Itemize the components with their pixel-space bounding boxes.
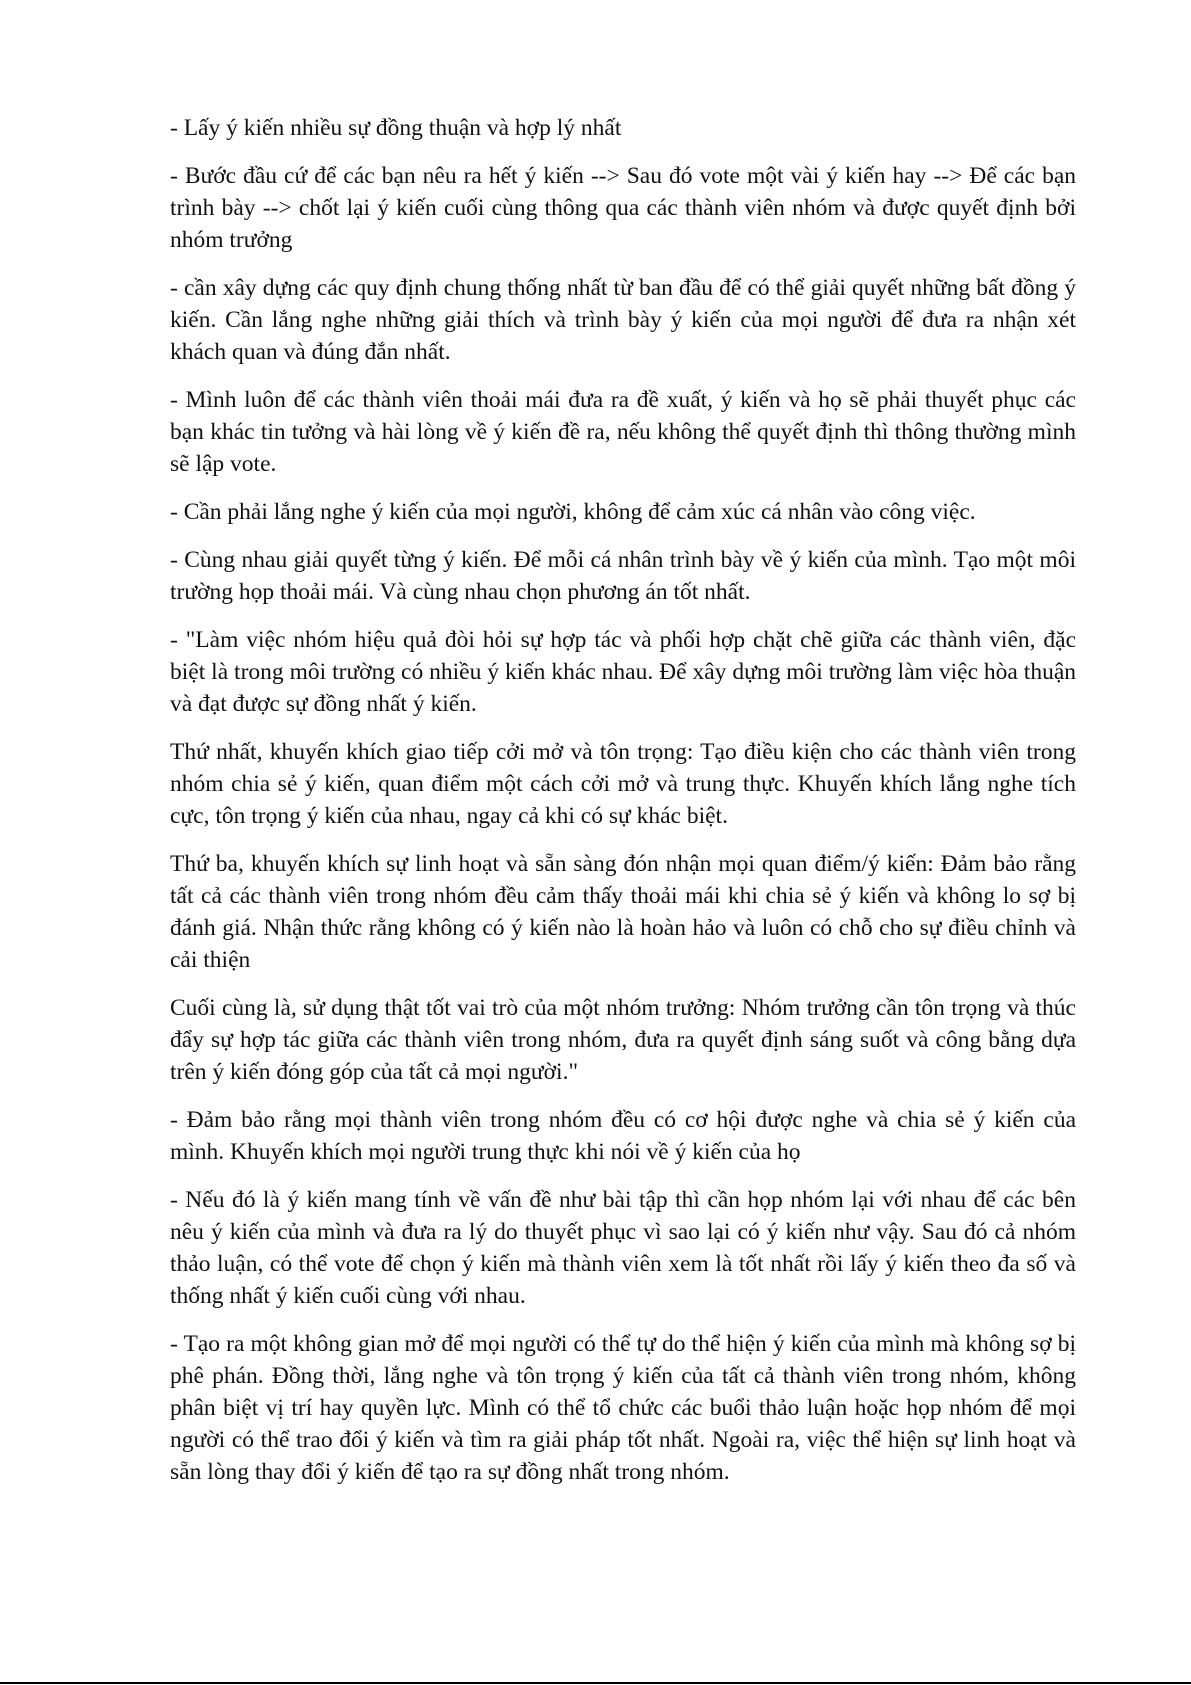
paragraph-third-point: Thứ ba, khuyến khích sự linh hoạt và sẵn sàng đón nhận mọi quan điểm/ý kiến: Đảm bảo rằng tất cả các thành viên trong nhóm đều cảm thấy thoải mái khi chia sẻ ý kiến và không lo sợ bị đánh giá. Nhận thức rằng không có ý kiến nào là hoàn hảo và luôn có chỗ cho sự điều chỉnh và cải thiện bbox=[170, 851, 1076, 973]
paragraph-teamwork-quote: - "Làm việc nhóm hiệu quả đòi hỏi sự hợp tác và phối hợp chặt chẽ giữa các thành viên, đặc biệt là trong môi trường có nhiều ý kiến khác nhau. Để xây dựng môi trường làm việc hòa thuận và đạt được sự đồng nhất ý kiến. bbox=[170, 627, 1076, 717]
page-bottom-divider bbox=[0, 1682, 1191, 1684]
paragraph-consensus: - Lấy ý kiến nhiều sự đồng thuận và hợp lý nhất bbox=[170, 115, 622, 141]
paragraph-first-point: Thứ nhất, khuyến khích giao tiếp cởi mở và tôn trọng: Tạo điều kiện cho các thành viên trong nhóm chia sẻ ý kiến, quan điểm một cách cởi mở và trung thực. Khuyến khích lắng nghe tích cực, tôn trọng ý kiến của nhau, ngay cả khi có sự khác biệt. bbox=[170, 739, 1076, 829]
paragraph-homework-meeting: - Nếu đó là ý kiến mang tính về vấn đề như bài tập thì cần họp nhóm lại với nhau để các bên nêu ý kiến của mình và đưa ra lý do thuyết phục vì sao lại có ý kiến như vậy. Sau đó cả nhóm thảo luận, có thể vote để chọn ý kiến mà thành viên xem là tốt nhất rồi lấy ý kiến theo đa số và thống nhất ý kiến cuối cùng với nhau. bbox=[170, 1187, 1076, 1309]
paragraph-resolve-together: - Cùng nhau giải quyết từng ý kiến. Để mỗi cá nhân trình bày về ý kiến của mình. Tạo một môi trường họp thoải mái. Và cùng nhau chọn phương án tốt nhất. bbox=[170, 547, 1076, 605]
paragraph-open-space: - Tạo ra một không gian mở để mọi người có thể tự do thể hiện ý kiến của mình mà không sợ bị phê phán. Đồng thời, lắng nghe và tôn trọng ý kiến của tất cả thành viên trong nhóm, không phân biệt vị trí hay quyền lực. Mình có thể tổ chức các buổi thảo luận hoặc họp nhóm để mọi người có thể trao đổi ý kiến và tìm ra giải pháp tốt nhất. Ngoài ra, việc thể hiện sự linh hoạt và sẵn lòng thay đổi ý kiến để tạo ra sự đồng nhất trong nhóm. bbox=[170, 1331, 1076, 1485]
paragraph-members-propose: - Mình luôn để các thành viên thoải mái đưa ra đề xuất, ý kiến và họ sẽ phải thuyết phục các bạn khác tin tưởng và hài lòng về ý kiến đề ra, nếu không thể quyết định thì thông thường mình sẽ lập vote. bbox=[170, 387, 1076, 477]
paragraph-common-rules: - cần xây dựng các quy định chung thống nhất từ ban đầu để có thể giải quyết những bất đồng ý kiến. Cần lắng nghe những giải thích và trình bày ý kiến của mọi người để đưa ra nhận xét khách quan và đúng đắn nhất. bbox=[170, 275, 1076, 365]
document-body bbox=[170, 112, 1076, 1504]
paragraph-vote-process: - Bước đầu cứ để các bạn nêu ra hết ý kiến --> Sau đó vote một vài ý kiến hay --> Để các bạn trình bày --> chốt lại ý kiến cuối cùng thông qua các thành viên nhóm và được quyết định bởi nhóm trưởng bbox=[170, 163, 1076, 253]
paragraph-final-point: Cuối cùng là, sử dụng thật tốt vai trò của một nhóm trưởng: Nhóm trưởng cần tôn trọng và thúc đẩy sự hợp tác giữa các thành viên trong nhóm, đưa ra quyết định sáng suốt và công bằng dựa trên ý kiến đóng góp của tất cả mọi người." bbox=[170, 995, 1076, 1085]
paragraph-equal-chance: - Đảm bảo rằng mọi thành viên trong nhóm đều có cơ hội được nghe và chia sẻ ý kiến của mình. Khuyến khích mọi người trung thực khi nói về ý kiến của họ bbox=[170, 1107, 1076, 1165]
paragraph-listen: - Cần phải lắng nghe ý kiến của mọi người, không để cảm xúc cá nhân vào công việc. bbox=[170, 499, 976, 525]
